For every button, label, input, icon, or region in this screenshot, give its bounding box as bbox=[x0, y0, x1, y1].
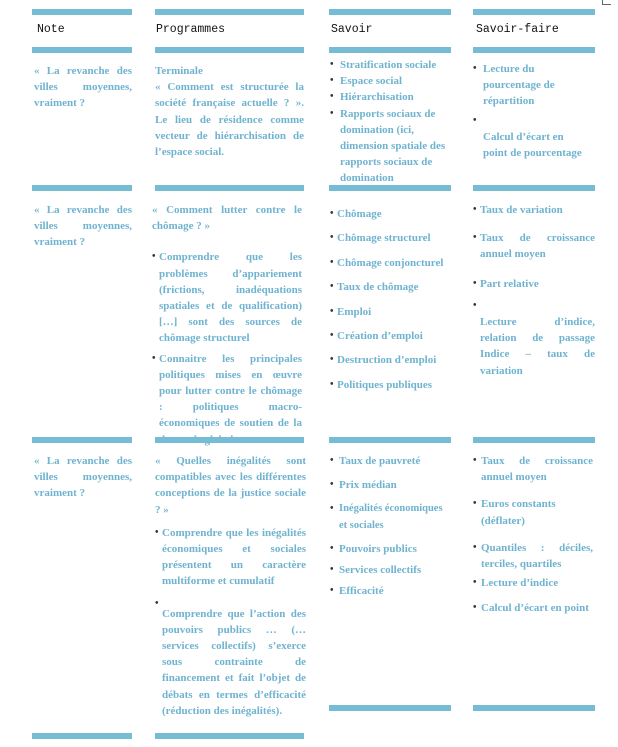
header-bar-top-programmes bbox=[155, 9, 304, 15]
bullet-icon: • bbox=[330, 585, 334, 597]
row2-bar-note bbox=[32, 437, 132, 443]
bullet-icon: • bbox=[330, 378, 334, 390]
list-item: • Politiques publiques bbox=[330, 373, 450, 397]
list-item: • Euros constants (déflater) bbox=[473, 498, 556, 527]
list-item: • Chômage conjoncturel bbox=[330, 251, 450, 275]
bullet-icon: • bbox=[330, 542, 334, 554]
bullet-icon: • bbox=[330, 330, 334, 342]
list-item: • Taux de variation bbox=[473, 202, 595, 218]
bullet-icon: • bbox=[473, 455, 477, 466]
header-programmes: Programmes bbox=[156, 23, 226, 36]
bullet-icon: • bbox=[330, 75, 334, 87]
list-item: • Hiérarchisation bbox=[330, 89, 448, 105]
row1-savoir bbox=[330, 57, 448, 185]
bullet-icon: • bbox=[330, 91, 334, 103]
bullet-icon: • bbox=[330, 107, 334, 119]
header-bar-top-note bbox=[32, 9, 132, 15]
row3-bar-savoir-faire bbox=[473, 705, 595, 711]
row1-bar-savoir-faire bbox=[473, 185, 595, 191]
list-item: • Taux de pauvreté bbox=[330, 453, 450, 469]
header-bar-bottom-programmes bbox=[155, 47, 304, 53]
list-item: • Chômage bbox=[330, 202, 450, 226]
list-item: • Quantiles : déciles, terciles, quartiles bbox=[473, 541, 593, 571]
bullet-icon: • bbox=[330, 256, 334, 268]
header-bar-bottom-savoir bbox=[329, 47, 451, 53]
bullet-icon: • bbox=[330, 281, 334, 293]
list-item: • Rapports sociaux de domination (ici, dimension spatiale des rapports sociaux de domination bbox=[330, 107, 446, 185]
corner-mark bbox=[602, 0, 611, 5]
bullet-icon: • bbox=[155, 597, 159, 609]
row2-note: « La revanche des villes moyennes, vraiment ? bbox=[34, 204, 132, 249]
row1-programmes bbox=[155, 63, 304, 160]
bullet-icon: • bbox=[473, 577, 477, 589]
list-item: • Stratification sociale bbox=[330, 57, 448, 73]
header-bar-bottom-note bbox=[32, 47, 132, 53]
list-item: • Destruction d’emploi bbox=[330, 348, 450, 372]
list-item: • Lecture du pourcentage de répartition bbox=[473, 63, 555, 108]
row1-note: « La revanche des villes moyennes, vraiment ? bbox=[34, 65, 132, 110]
list-item bbox=[473, 113, 593, 129]
header-note: Note bbox=[37, 23, 65, 36]
bullet-icon: • bbox=[155, 526, 159, 538]
list-item: • Taux de croissance annuel moyen bbox=[473, 455, 593, 484]
list-item: • Pouvoirs publics bbox=[330, 541, 450, 557]
bullet-icon: • bbox=[473, 277, 477, 289]
list-item: • Taux de chômage bbox=[330, 275, 450, 299]
bullet-icon: • bbox=[330, 479, 334, 491]
bullet-icon: • bbox=[330, 354, 334, 366]
list-item bbox=[155, 596, 306, 609]
bullet-icon: • bbox=[330, 232, 334, 244]
header-bar-bottom-savoir-faire bbox=[473, 47, 595, 53]
bullet-icon: • bbox=[473, 498, 477, 510]
row2-savoir bbox=[330, 202, 450, 397]
row2-prog-question: « Comment lutter contre le chômage ? » bbox=[152, 204, 302, 233]
list-item: • Efficacité bbox=[330, 583, 450, 599]
list-item: • Comprendre que les inégalités économiques et sociales présentent un caractère multiforme et cumulatif bbox=[155, 526, 306, 588]
list-item: • Taux de croissance annuel moyen bbox=[473, 232, 595, 261]
list-item: Lecture d’indice, relation de passage Indice – taux de variation bbox=[480, 316, 595, 377]
bullet-icon: • bbox=[473, 232, 477, 244]
row3-bar-programmes bbox=[155, 733, 304, 739]
bullet-icon: • bbox=[330, 455, 334, 466]
row3-programmes bbox=[155, 453, 306, 719]
header-savoir-faire: Savoir-faire bbox=[476, 23, 559, 36]
list-item: • Connaitre les principales politiques mises en œuvre pour lutter contre le chômage : politiques macro-économiques de soutien de la bbox=[152, 352, 302, 430]
list-item: • Lecture d’indice bbox=[473, 575, 593, 591]
row3-bar-note bbox=[32, 733, 132, 739]
bullet-icon: • bbox=[330, 305, 334, 317]
bullet-icon: • bbox=[473, 299, 477, 311]
list-item: Comprendre que l’action des pouvoirs publics … (… services collectifs) s’exerce sous contrainte de financement et fait l’objet de débats en termes d’efficacité (réduction des inégalités). bbox=[162, 607, 306, 717]
bullet-icon: • bbox=[330, 208, 334, 219]
row2-savoir-faire bbox=[473, 202, 595, 379]
bullet-icon: • bbox=[330, 564, 334, 576]
row1-bar-programmes bbox=[155, 185, 304, 191]
row2-bar-programmes bbox=[155, 437, 304, 443]
row1-prog-question: « Comment est structurée la société française actuelle ? ». Le lieu de résidence comme vecteur de hiérarchisation de l’espace social. bbox=[155, 81, 304, 159]
row1-bar-note bbox=[32, 185, 132, 191]
list-item: • Part relative bbox=[473, 276, 595, 292]
list-item: • Prix médian bbox=[330, 477, 450, 493]
bullet-icon: • bbox=[330, 59, 334, 70]
list-item: • Espace social bbox=[330, 73, 448, 89]
list-item: • Calcul d’écart en point bbox=[473, 600, 593, 616]
list-item: • Inégalités économiques et sociales bbox=[330, 503, 443, 531]
bullet-icon: • bbox=[473, 114, 477, 126]
row2-bar-savoir bbox=[329, 437, 451, 443]
header-savoir: Savoir bbox=[331, 23, 373, 36]
bullet-icon: • bbox=[152, 251, 156, 263]
list-item: • Comprendre que les problèmes d’appariement (frictions, inadéquations spatiales et de qualification) […] sont des sources de chômage structurel bbox=[152, 251, 302, 345]
list-item: • Emploi bbox=[330, 300, 450, 324]
list-item: • Chômage structurel bbox=[330, 226, 450, 250]
row1-prog-level: Terminale bbox=[155, 65, 203, 77]
list-item: • Création d’emploi bbox=[330, 324, 450, 348]
header-bar-top-savoir bbox=[329, 9, 451, 15]
list-item bbox=[473, 298, 595, 314]
row3-savoir bbox=[330, 453, 450, 599]
row1-bar-savoir bbox=[329, 185, 451, 191]
bullet-icon: • bbox=[473, 541, 477, 553]
row3-bar-savoir bbox=[329, 705, 451, 711]
row2-bar-savoir-faire bbox=[473, 437, 595, 443]
row1-savoir-faire bbox=[473, 61, 593, 161]
list-item: Calcul d’écart en point de pourcentage bbox=[483, 130, 582, 160]
row3-note: « La revanche des villes moyennes, vraiment ? bbox=[34, 455, 132, 500]
bullet-icon: • bbox=[473, 602, 477, 614]
bullet-icon: • bbox=[473, 204, 477, 215]
list-item: • Services collectifs bbox=[330, 562, 450, 578]
bullet-icon: • bbox=[152, 352, 156, 364]
row3-savoir-faire bbox=[473, 453, 593, 617]
header-bar-top-savoir-faire bbox=[473, 9, 595, 15]
bullet-icon: • bbox=[330, 503, 334, 515]
bullet-icon: • bbox=[473, 63, 477, 74]
row2-programmes bbox=[152, 202, 302, 437]
row3-prog-question: « Quelles inégalités sont compatibles avec les différentes conceptions de la justice sociale ? » bbox=[155, 455, 306, 516]
